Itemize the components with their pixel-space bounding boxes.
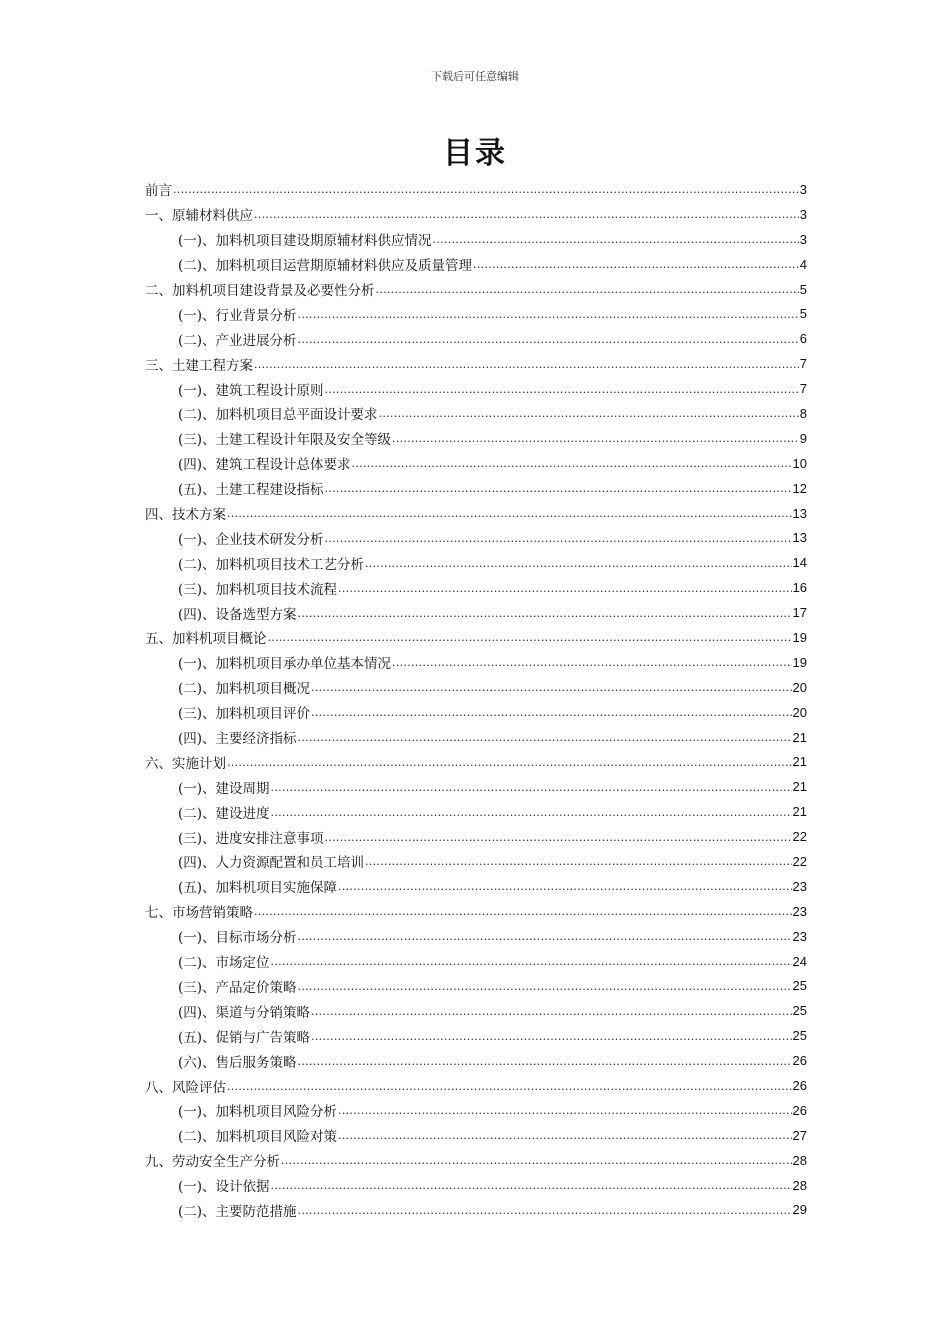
toc-entry-label: 一、原辅材料供应: [145, 208, 253, 225]
toc-dot-leader: [325, 481, 792, 495]
toc-dot-leader: [298, 979, 792, 993]
toc-dot-leader: [271, 1178, 792, 1192]
toc-entry[interactable]: [145, 525, 807, 550]
toc-entry-page-number: 8: [799, 405, 807, 421]
toc-entry-label: (一)、行业背景分析: [178, 307, 297, 324]
toc-entry-page-number: 20: [792, 704, 807, 720]
toc-entry-label: (四)、人力资源配置和员工培训: [178, 855, 365, 872]
toc-dot-leader: [325, 830, 792, 844]
toc-entry[interactable]: [145, 401, 807, 426]
toc-entry-page-number: 21: [792, 779, 807, 795]
page-title: 目录: [443, 136, 507, 171]
toc-entry-page-number: 25: [792, 978, 807, 994]
toc-entry-label: (五)、加料机项目实施保障: [178, 880, 338, 897]
toc-entry[interactable]: [145, 451, 807, 476]
toc-dot-leader: [268, 630, 792, 644]
toc-entry-label: (二)、加料机项目技术工艺分析: [178, 556, 365, 573]
toc-entry-page-number: 20: [792, 679, 807, 695]
toc-dot-leader: [281, 1153, 792, 1167]
toc-entry[interactable]: [145, 301, 807, 326]
toc-entry-label: (三)、进度安排注意事项: [178, 830, 324, 847]
toc-entry-label: (五)、促销与广告策略: [178, 1029, 311, 1046]
toc-entry[interactable]: [145, 1023, 807, 1048]
toc-entry-label: (二)、市场定位: [178, 955, 270, 972]
toc-dot-leader: [298, 307, 799, 321]
toc-dot-leader: [311, 1029, 791, 1043]
toc-dot-leader: [392, 655, 791, 669]
toc-entry-page-number: 3: [799, 231, 807, 247]
toc-entry-page-number: 19: [792, 654, 807, 670]
toc-entry-page-number: 21: [792, 804, 807, 820]
toc-entry-label: (三)、土建工程设计年限及安全等级: [178, 432, 392, 449]
toc-entry[interactable]: [145, 501, 807, 526]
toc-entry[interactable]: [145, 202, 807, 227]
toc-entry-page-number: 23: [792, 878, 807, 894]
toc-dot-leader: [473, 257, 799, 271]
toc-dot-leader: [254, 357, 799, 371]
page-header-note: 下载后可任意编辑: [431, 70, 519, 83]
toc-dot-leader: [271, 780, 792, 794]
toc-entry-page-number: 10: [792, 455, 807, 471]
toc-entry-page-number: 23: [792, 903, 807, 919]
toc-entry-page-number: 21: [792, 729, 807, 745]
toc-entry[interactable]: [145, 1173, 807, 1198]
toc-entry[interactable]: [145, 426, 807, 451]
toc-dot-leader: [311, 705, 791, 719]
toc-entry-label: (二)、建设进度: [178, 805, 270, 822]
toc-dot-leader: [352, 456, 792, 470]
toc-entry-label: 二、加料机项目建设背景及必要性分析: [145, 283, 375, 299]
toc-entry-label: (四)、建筑工程设计总体要求: [178, 457, 351, 474]
toc-entry-label: (三)、加料机项目技术流程: [178, 581, 338, 598]
toc-entry[interactable]: [145, 376, 807, 401]
toc-dot-leader: [271, 954, 792, 968]
toc-entry-page-number: 13: [792, 530, 807, 546]
toc-entry-page-number: 28: [792, 1152, 807, 1168]
toc-entry[interactable]: [145, 874, 807, 899]
toc-entry-page-number: 25: [792, 1003, 807, 1019]
toc-entry-label: (一)、加料机项目承办单位基本情况: [178, 656, 392, 673]
toc-entry[interactable]: [145, 675, 807, 700]
toc-entry-label: (一)、企业技术研发分析: [178, 531, 324, 548]
toc-entry-page-number: 29: [792, 1202, 807, 1218]
toc-entry-label: 九、劳动安全生产分析: [145, 1154, 280, 1171]
toc-dot-leader: [376, 282, 799, 296]
toc-dot-leader: [392, 431, 799, 445]
toc-entry-label: (二)、主要防范措施: [178, 1203, 297, 1220]
toc-entry[interactable]: [145, 351, 807, 376]
toc-entry-page-number: 5: [799, 281, 807, 297]
toc-entry-label: (二)、加料机项目总平面设计要求: [178, 407, 378, 424]
toc-entry[interactable]: [145, 227, 807, 252]
toc-dot-leader: [227, 755, 792, 769]
toc-dot-leader: [271, 805, 792, 819]
toc-entry-label: 八、风险评估: [145, 1079, 226, 1096]
toc-dot-leader: [325, 382, 799, 396]
toc-entry-page-number: 26: [792, 1053, 807, 1069]
toc-entry-label: (五)、土建工程建设指标: [178, 482, 324, 499]
toc-dot-leader: [338, 1128, 791, 1142]
toc-entry[interactable]: [145, 277, 807, 302]
toc-entry-page-number: 25: [792, 1028, 807, 1044]
toc-entry[interactable]: [145, 974, 807, 999]
toc-entry-page-number: 24: [792, 953, 807, 969]
toc-entry[interactable]: [145, 1123, 807, 1148]
toc-entry-label: (四)、渠道与分销策略: [178, 1004, 311, 1021]
toc-entry[interactable]: [145, 949, 807, 974]
toc-entry[interactable]: [145, 899, 807, 924]
toc-entry-label: (三)、加料机项目评价: [178, 706, 311, 723]
toc-dot-leader: [325, 531, 792, 545]
toc-dot-leader: [298, 1054, 792, 1068]
toc-entry[interactable]: [145, 998, 807, 1023]
toc-dot-leader: [298, 332, 799, 346]
toc-entry[interactable]: [145, 252, 807, 277]
toc-entry-label: 四、技术方案: [145, 507, 226, 524]
toc-dot-leader: [298, 929, 792, 943]
toc-entry-page-number: 27: [792, 1127, 807, 1143]
toc-entry-page-number: 26: [792, 1078, 807, 1093]
toc-entry[interactable]: [145, 1073, 807, 1098]
toc-entry-page-number: 12: [792, 480, 807, 496]
toc-dot-leader: [298, 1203, 792, 1217]
toc-entry-page-number: 3: [799, 206, 807, 222]
toc-entry[interactable]: [145, 774, 807, 799]
toc-dot-leader: [311, 1004, 791, 1018]
toc-entry[interactable]: [145, 625, 807, 650]
toc-entry-label: (三)、产品定价策略: [178, 979, 297, 996]
toc-entry[interactable]: [145, 1148, 807, 1173]
toc-dot-leader: [298, 730, 792, 744]
toc-dot-leader: [338, 1103, 791, 1117]
toc-dot-leader: [227, 1079, 792, 1093]
toc-entry[interactable]: [145, 725, 807, 750]
toc-entry-page-number: 4: [799, 256, 807, 272]
toc-entry[interactable]: [145, 326, 807, 351]
toc-dot-leader: [433, 232, 799, 246]
toc-entry-label: (二)、加料机项目运营期原辅材料供应及质量管理: [178, 258, 473, 275]
toc-entry-page-number: 17: [792, 605, 807, 621]
toc-entry-label: 五、加料机项目概论: [145, 631, 267, 648]
toc-entry-page-number: 28: [792, 1177, 807, 1193]
toc-entry[interactable]: [145, 476, 807, 501]
toc-entry[interactable]: [145, 550, 807, 575]
toc-entry-label: (一)、目标市场分析: [178, 930, 297, 947]
toc-entry-page-number: 22: [792, 829, 807, 845]
toc-entry-label: 前言: [145, 183, 172, 200]
toc-entry-label: (四)、设备选型方案: [178, 606, 297, 623]
toc-entry-page-number: 23: [792, 928, 807, 944]
toc-entry-label: (二)、加料机项目概况: [178, 681, 311, 698]
toc-entry-page-number: 7: [799, 381, 807, 397]
toc-entry[interactable]: [145, 849, 807, 874]
toc-dot-leader: [365, 854, 791, 868]
toc-entry-page-number: 21: [792, 754, 807, 770]
toc-entry-page-number: 3: [799, 181, 807, 197]
toc-entry[interactable]: [145, 650, 807, 675]
toc-entry-label: 六、实施计划: [145, 755, 226, 772]
toc-entry[interactable]: [145, 1198, 807, 1223]
toc-entry-page-number: 6: [799, 331, 807, 347]
toc-entry[interactable]: [145, 799, 807, 824]
toc-entry-page-number: 19: [792, 629, 807, 645]
toc-entry[interactable]: [145, 1048, 807, 1073]
toc-entry-label: (二)、加料机项目风险对策: [178, 1129, 338, 1146]
toc-entry[interactable]: [145, 575, 807, 600]
toc-entry-page-number: 5: [799, 306, 807, 322]
toc-entry[interactable]: [145, 177, 807, 202]
table-of-contents: [145, 177, 807, 1222]
toc-entry[interactable]: [145, 1098, 807, 1123]
toc-dot-leader: [254, 207, 799, 221]
toc-entry-label: (六)、售后服务策略: [178, 1054, 297, 1071]
toc-entry-page-number: 16: [792, 580, 807, 596]
toc-entry-label: 三、土建工程方案: [145, 357, 253, 374]
toc-entry-page-number: 7: [799, 356, 807, 372]
toc-dot-leader: [298, 606, 792, 620]
toc-entry[interactable]: [145, 700, 807, 725]
toc-dot-leader: [173, 182, 799, 196]
toc-entry-page-number: 9: [799, 430, 807, 446]
toc-entry[interactable]: [145, 749, 807, 774]
toc-entry-page-number: 26: [792, 1102, 807, 1118]
toc-dot-leader: [338, 879, 791, 893]
toc-entry[interactable]: [145, 824, 807, 849]
toc-dot-leader: [254, 904, 792, 918]
toc-entry-label: (二)、产业进展分析: [178, 332, 297, 349]
toc-entry-page-number: 14: [792, 555, 807, 571]
toc-entry-label: 七、市场营销策略: [145, 905, 253, 922]
toc-entry-label: (一)、加料机项目建设期原辅材料供应情况: [178, 233, 432, 250]
toc-entry-label: (一)、设计依据: [178, 1179, 270, 1196]
toc-entry-page-number: 22: [792, 853, 807, 869]
toc-entry-page-number: 13: [792, 505, 807, 521]
toc-dot-leader: [379, 406, 799, 420]
toc-entry[interactable]: [145, 600, 807, 625]
toc-entry[interactable]: [145, 924, 807, 949]
toc-entry-label: (一)、建设周期: [178, 780, 270, 797]
toc-dot-leader: [338, 581, 791, 595]
toc-entry-label: (一)、加料机项目风险分析: [178, 1104, 338, 1121]
toc-dot-leader: [227, 506, 792, 520]
toc-dot-leader: [311, 680, 791, 694]
toc-entry-label: (四)、主要经济指标: [178, 731, 297, 748]
toc-entry-label: (一)、建筑工程设计原则: [178, 382, 324, 399]
toc-dot-leader: [365, 556, 791, 570]
